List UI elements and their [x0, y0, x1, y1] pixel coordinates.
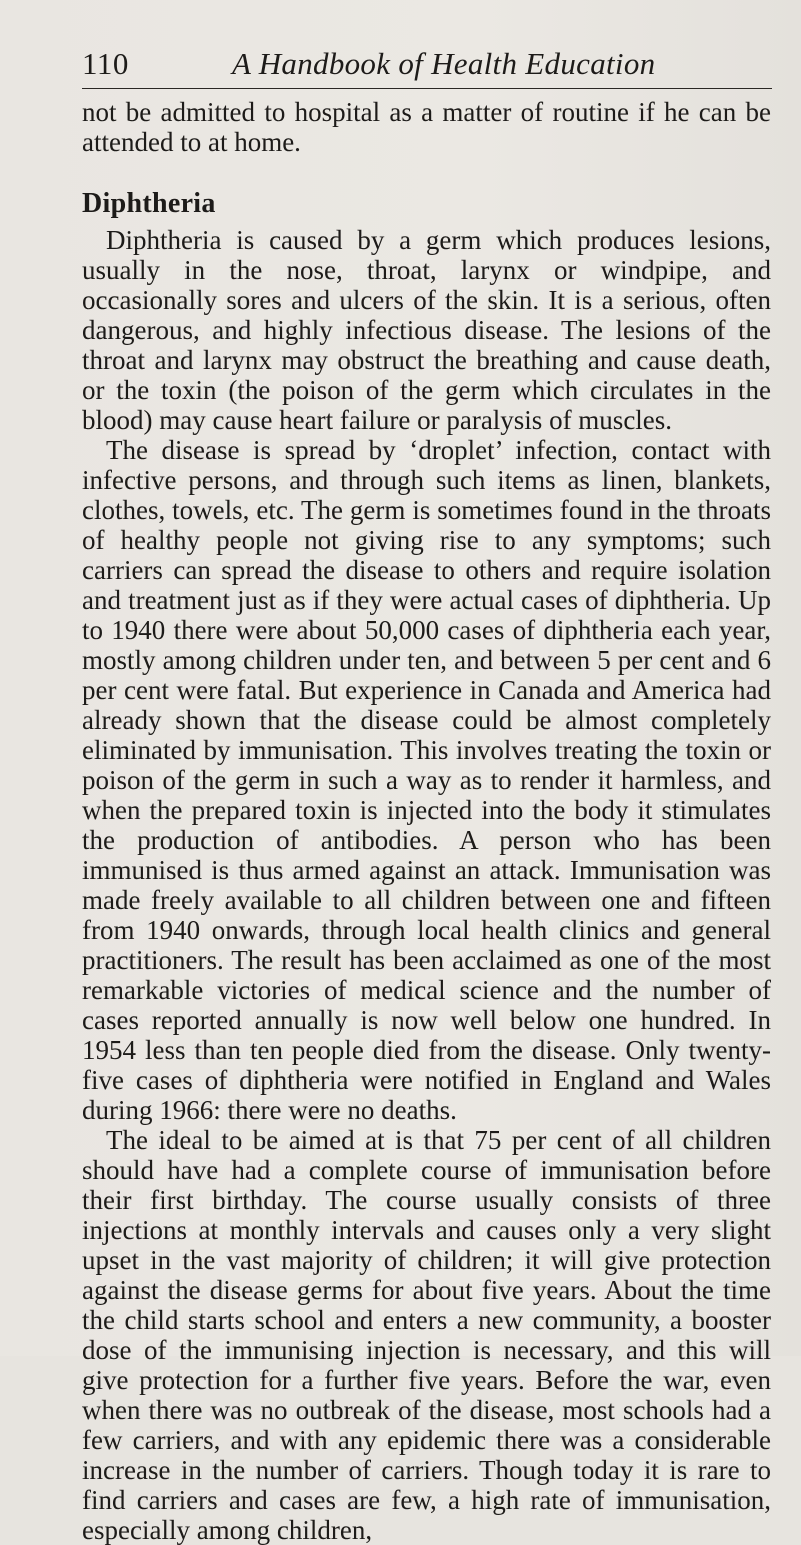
running-title: A Handbook of Health Education: [232, 46, 656, 81]
paragraph: Diphtheria is caused by a germ which produces lesions, usually in the nose, throat, larynx or windpipe, and occasionally sores and ulcers of the skin. It is a serious, often dangerous, and highly infectious disease. The lesions of the throat and larynx may obstruct the breathing and cause death, or the toxin (the poison of the germ which circulates in the blood) may cause heart failure or paralysis of muscles.: [82, 225, 771, 435]
running-head: [82, 46, 772, 89]
paragraph: The disease is spread by ‘droplet’ infection, contact with infective persons, and through such items as linen, blankets, clothes, towels, etc. The germ is sometimes found in the throats of healthy people not giving rise to any symptoms; such carriers can spread the disease to others and require isolation and treatment just as if they were actual cases of diphtheria. Up to 1940 there were about 50,000 cases of diphtheria each year, mostly among children under ten, and between 5 per cent and 6 per cent were fatal. But experience in Canada and America had already shown that the disease could be almost completely eliminated by immunisation. This involves treating the toxin or poison of the germ in such a way as to render it harmless, and when the prepared toxin is injected into the body it stimulates the production of antibodies. A person who has been immunised is thus armed against an attack. Immunisation was made freely available to all children between one and fifteen from 1940 onwards, through local health clinics and general practitioners. The result has been acclaimed as one of the most remarkable victories of medical science and the number of cases reported annually is now well below one hundred. In 1954 less than ten people died from the disease. Only twenty-five cases of diphtheria were notified in England and Wales during 1966: there were no deaths.: [82, 435, 771, 1125]
page-number: 110: [82, 46, 129, 81]
opening-paragraph: not be admitted to hospital as a matter of routine if he can be attended to at home.: [82, 97, 771, 157]
body-text: [82, 97, 771, 1545]
section-heading: Diphtheria: [82, 188, 216, 219]
paragraph: The ideal to be aimed at is that 75 per cent of all children should have had a complete course of immunisation before their first birthday. The course usually consists of three injections at monthly intervals and causes only a very slight upset in the vast majority of children; it will give protection against the disease germs for about five years. About the time the child starts school and enters a new community, a booster dose of the immunising injection is necessary, and this will give protection for a further five years. Before the war, even when there was no outbreak of the disease, most schools had a few carriers, and with any epidemic there was a considerable increase in the number of carriers. Though today it is rare to find carriers and cases are few, a high rate of immunisation, especially among children,: [82, 1125, 771, 1545]
